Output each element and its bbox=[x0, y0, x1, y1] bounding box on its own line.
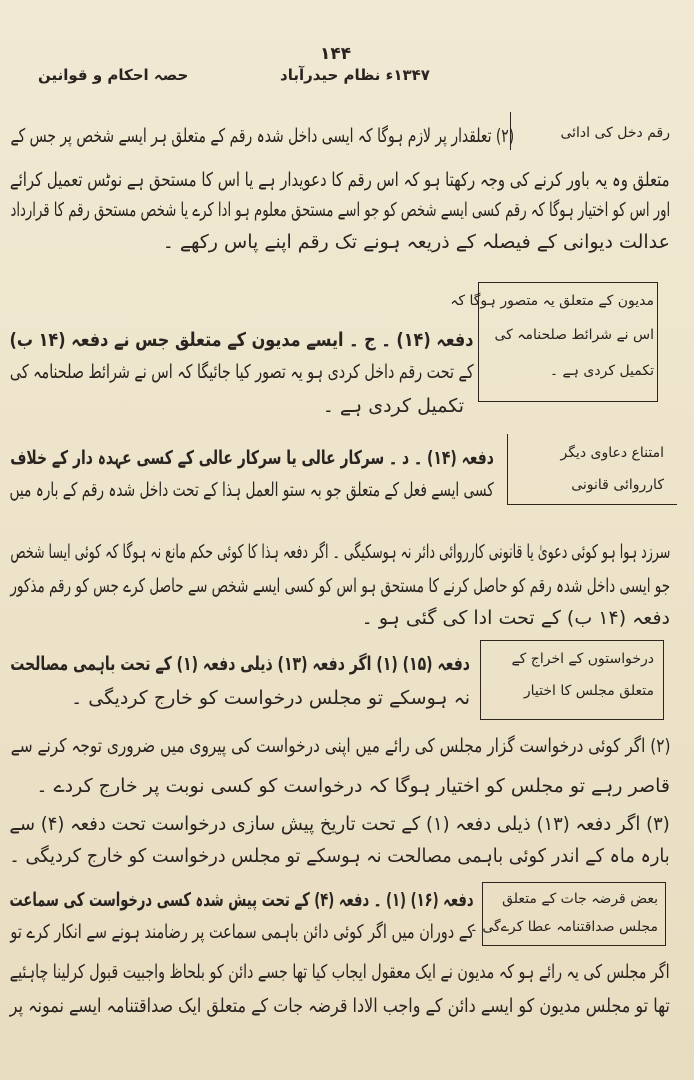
body-line: جو ایسی داخل شدہ رقم کو حاصل کرنے کا مستحق ہو اس کو کسی ایسے شخص سے حاصل کرے جس کو رقم مذکور bbox=[10, 575, 670, 597]
body-line: بارہ ماہ کے اندر کوئی باہمی مصالحت نہ ہوسکے تو مجلس درخواست کو خارج کردیگی ۔ bbox=[9, 845, 670, 867]
margin-note: تکمیل کردی ہے ۔ bbox=[549, 363, 654, 379]
margin-note: امتناع دعاوی دیگر bbox=[560, 445, 664, 461]
margin-divider bbox=[507, 504, 677, 505]
body-line: تھا تو مجلس مدیون کو ایسے دائن کے واجب الادا قرضہ جات کے متعلق ایک صداقتنامہ ایسے نمونہ پر bbox=[9, 995, 670, 1017]
body-line: دفعہ (۱۴) ۔ ج ۔ ایسے مدیون کے متعلق جس نے دفعہ (۱۴ ب) bbox=[9, 329, 474, 351]
body-line: سرزد ہوا ہو کوئی دعویٰ یا قانونی کارروائی دائر نہ ہوسکیگی ۔ اگر دفعہ ہذا کا کوئی حکم مانع نہ ہوگا کہ کوئی ایسا شخص bbox=[10, 541, 670, 563]
margin-note: متعلق مجلس کا اختیار bbox=[523, 683, 654, 699]
body-line: کے دوران میں اگر کوئی دائن باہمی سماعت پر رضامند ہونے سے انکار کرے تو bbox=[10, 921, 474, 943]
body-line: دفعہ (۱۴) ۔ د ۔ سرکار عالی یا سرکار عالی کے کسی عہدہ دار کے خلاف bbox=[10, 447, 494, 469]
margin-note: مجلس صداقتنامہ عطا کرےگی ۔ bbox=[469, 919, 658, 935]
body-line: (۳) اگر دفعہ (۱۳) ذیلی دفعہ (۱) کے تحت تاریخ پیش سازی درخواست تحت دفعہ (۴) سے bbox=[9, 813, 670, 835]
body-line: دفعہ (۱۵) (۱) اگر دفعہ (۱۳) ذیلی دفعہ (۱) کے تحت باہمی مصالحت bbox=[10, 653, 470, 675]
body-line: اور اس کو اختیار ہوگا کہ رقم کسی ایسے شخص کو جو اسے مستحق معلوم ہو ادا کرے یا شخص مستحق رقم کا قرارداد bbox=[10, 199, 670, 221]
body-line: اگر مجلس کی یہ رائے ہو کہ مدیون نے ایک معقول ایجاب کیا تھا جسے دائن کو بلحاظ واجبیت قبول کرلینا چاہئیے bbox=[10, 961, 670, 983]
margin-note: کارروائی قانونی bbox=[571, 477, 664, 493]
body-line: (۲) اگر کوئی درخواست گزار مجلس کی رائے میں اپنی درخواست کی پیروی میں ضروری توجہ کرنے سے bbox=[10, 735, 670, 757]
margin-note: مدیون کے متعلق یہ متصور ہوگا کہ bbox=[450, 293, 654, 309]
margin-note: بعض قرضہ جات کے متعلق bbox=[502, 891, 658, 907]
body-line: متعلق وہ یہ باور کرنے کی وجہ رکھتا ہو کہ اس رقم کا دعویدار ہے یا اس کا مستحق ہے نوٹس تعمیل کرائے bbox=[10, 169, 670, 191]
body-line: دفعہ (۱۶) (۱) ۔ دفعہ (۴) کے تحت پیش شدہ کسی درخواست کی سماعت bbox=[9, 889, 474, 911]
margin-divider bbox=[507, 434, 508, 504]
body-line: کے تحت رقم داخل کردی ہو یہ تصور کیا جائیگا کہ اس نے شرائط صلحنامہ کی bbox=[10, 361, 474, 383]
body-line: (۲) تعلقدار پر لازم ہوگا کہ ایسی داخل شدہ رقم کے متعلق ہر ایسے شخص پر جس کے bbox=[10, 125, 514, 147]
margin-note: درخواستوں کے اخراج کے bbox=[511, 651, 654, 667]
body-line: عدالت دیوانی کے فیصلہ کے ذریعہ ہونے تک رقم اپنے پاس رکھے ۔ bbox=[162, 231, 670, 253]
section-title: حصہ احکام و قوانین bbox=[38, 66, 189, 84]
margin-note: اس نے شرائط صلحنامہ کی bbox=[494, 327, 654, 343]
body-line: نہ ہوسکے تو مجلس درخواست کو خارج کردیگی ۔ bbox=[71, 687, 470, 709]
year-place: ۱۳۴۷ء نظام حیدرآباد bbox=[280, 66, 430, 84]
body-line: قاصر رہے تو مجلس کو اختیار ہوگا کہ درخواست کو کسی نوبت پر خارج کردے ۔ bbox=[36, 775, 670, 797]
page-number: ۱۴۴ bbox=[320, 44, 352, 64]
body-line: دفعہ (۱۴ ب) کے تحت ادا کی گئی ہو ۔ bbox=[361, 607, 670, 629]
body-line: کسی ایسے فعل کے متعلق جو بہ ستو العمل ہذا کے تحت داخل شدہ رقم کے بارہ میں bbox=[9, 479, 494, 501]
margin-note: رقم دخل کی ادائی bbox=[560, 125, 670, 141]
body-line: تکمیل کردی ہے ۔ bbox=[322, 395, 464, 417]
